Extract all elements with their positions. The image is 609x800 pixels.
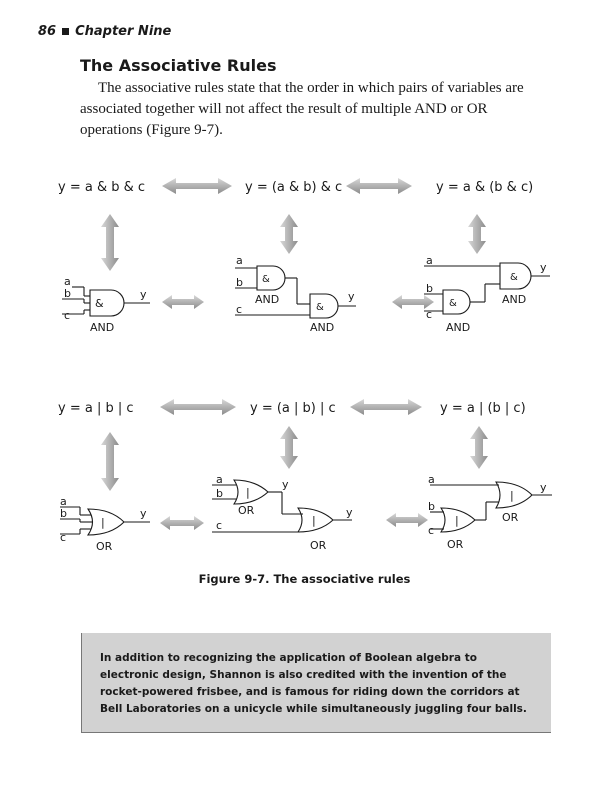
vertical-double-arrow-icon [101, 432, 119, 491]
signal-b-label: b [60, 507, 67, 520]
or-gate-label: OR [310, 539, 327, 552]
signal-c-label: c [428, 524, 435, 537]
double-arrow-icon [392, 295, 434, 309]
signal-c-label: c [64, 309, 71, 322]
and-gate-symbol: & [316, 302, 324, 313]
double-arrow-icon [162, 178, 232, 194]
signal-c-label: c [426, 308, 433, 321]
double-arrow-icon [160, 399, 236, 415]
or-gate-three-input [60, 507, 150, 535]
signal-a-label: a [236, 254, 243, 267]
or-expr-left: y = a | b | c [58, 401, 134, 416]
figure-caption: Figure 9-7. The associative rules [198, 572, 411, 586]
double-arrow-icon [386, 513, 428, 527]
or-gate-cascade-right [430, 482, 552, 532]
signal-y-label: y [140, 288, 147, 301]
or-gate-label: OR [502, 511, 519, 524]
or-gate-label: OR [447, 538, 464, 551]
double-arrow-icon [350, 399, 422, 415]
double-arrow-icon [162, 295, 204, 309]
and-gate-label: AND [446, 321, 471, 334]
signal-y-label: y [140, 507, 147, 520]
or-expr-center: y = (a | b) | c [250, 401, 336, 416]
and-gate-cascade-right [424, 263, 550, 314]
and-gate-label: AND [90, 321, 115, 334]
and-gate-label: AND [502, 293, 527, 306]
sidebar-callout-box [81, 633, 551, 733]
and-expr-right: y = a & (b & c) [436, 180, 534, 195]
and-gate-symbol: & [510, 272, 518, 283]
and-row [58, 178, 550, 334]
signal-b-label: b [64, 287, 71, 300]
signal-a-label: a [60, 495, 67, 508]
or-gate-label: OR [238, 504, 255, 517]
and-gate-label: AND [255, 293, 280, 306]
signal-c-label: c [216, 519, 223, 532]
vertical-double-arrow-icon [101, 214, 119, 271]
signal-a-label: a [426, 254, 433, 267]
signal-b-label: b [426, 282, 433, 295]
signal-b-label: b [216, 487, 223, 500]
and-gate-label: AND [310, 321, 335, 334]
or-gate-symbol: | [312, 514, 316, 527]
and-gate-three-input [62, 287, 150, 316]
signal-c-label: c [236, 303, 243, 316]
vertical-double-arrow-icon [280, 214, 298, 254]
signal-a-label: a [216, 473, 223, 486]
or-gate-symbol: | [455, 514, 459, 527]
double-arrow-icon [160, 516, 204, 530]
callout-text: In addition to recognizing the application of Boolean algebra to electronic design, Shannon is also credited with the invention of the rocket-powered frisbee, and is famous for riding down the corridors at Bell Laboratories on a unicycle while simultaneously juggling four balls. [100, 652, 527, 715]
vertical-double-arrow-icon [468, 214, 486, 254]
and-gate-symbol: & [449, 298, 457, 309]
or-gate-symbol: | [101, 516, 105, 529]
or-gate-symbol: | [510, 489, 514, 502]
double-arrow-icon [346, 178, 412, 194]
signal-b-label: b [428, 500, 435, 513]
signal-y-label: y [540, 261, 547, 274]
or-row [58, 399, 552, 553]
and-gate-symbol: & [262, 274, 270, 285]
and-expr-left: y = a & b & c [58, 180, 146, 195]
and-gate-cascade-left [235, 266, 356, 318]
paragraph-text: The associative rules state that the order in which pairs of variables are associated together will not affect the result of multiple AND or OR operations (Figure 9-7). [80, 80, 524, 138]
and-expr-center: y = (a & b) & c [245, 180, 343, 195]
chapter-title: Chapter Nine [75, 24, 172, 39]
or-gate-label: OR [96, 540, 113, 553]
vertical-double-arrow-icon [470, 426, 488, 469]
signal-y-label: y [540, 481, 547, 494]
signal-c-label: c [60, 531, 67, 544]
signal-a-label: a [64, 275, 71, 288]
signal-a-label: a [428, 473, 435, 486]
and-gate-symbol: & [95, 297, 104, 310]
vertical-double-arrow-icon [280, 426, 298, 469]
signal-y-label: y [282, 478, 289, 491]
signal-b-label: b [236, 276, 243, 289]
signal-y-label: y [346, 506, 353, 519]
or-expr-right: y = a | (b | c) [440, 401, 526, 416]
or-gate-symbol: | [246, 486, 250, 499]
signal-y-label: y [348, 290, 355, 303]
section-title: The Associative Rules [80, 56, 277, 75]
page-number: 86 [38, 24, 57, 39]
